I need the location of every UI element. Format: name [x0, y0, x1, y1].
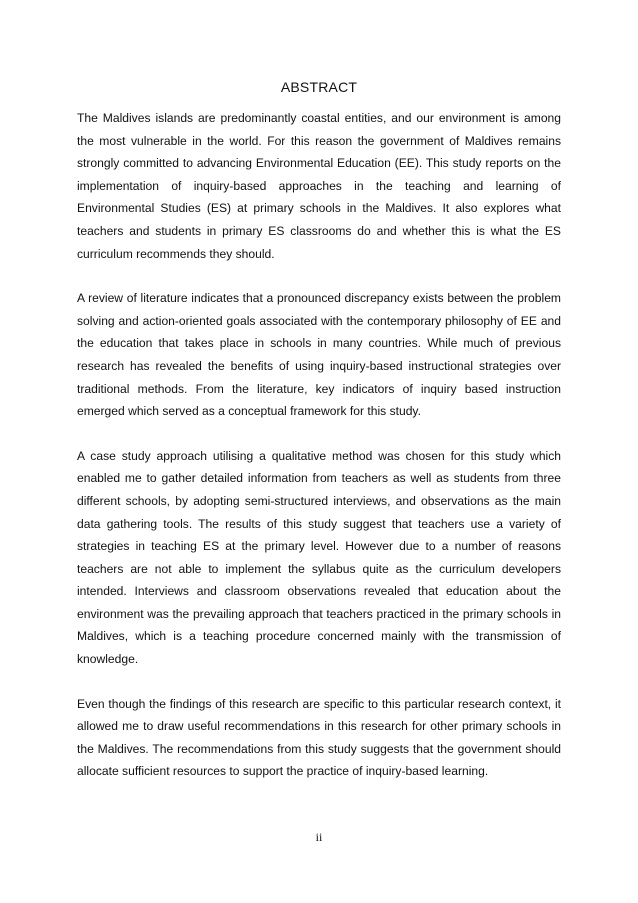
page-number: ii [315, 830, 323, 844]
paragraph-4: Even though the findings of this research are specific to this particular research context, it allowed me to draw useful recommendations in this research for other primary schools in the Maldives. The recommendations from this study suggests that the government should allocate sufficient resources to support the practice of inquiry-based learning. [77, 696, 561, 779]
page-title: ABSTRACT [280, 79, 358, 95]
paragraph-3: A case study approach utilising a qualitative method was chosen for this study which enabled me to gather detailed information from teachers as well as students from three different schools, by adopting semi-structured interviews, and observations as the main data gathering tools. The results of this study suggest that teachers use a variety of strategies in teaching ES at the primary level. However due to a number of reasons teachers are not able to implement the syllabus quite as the curriculum developers intended. Interviews and classroom observations revealed that education about the environment was the prevailing approach that teachers practiced in the primary schools in Maldives, which is a teaching procedure concerned mainly with the transmission of knowledge. [77, 448, 561, 667]
abstract-body [77, 107, 561, 805]
paragraph-2: A review of literature indicates that a pronounced discrepancy exists between the problem solving and action-oriented goals associated with the contemporary philosophy of EE and the education that takes place in schools in many countries. While much of previous research has revealed the benefits of using inquiry-based instructional strategies over traditional methods. From the literature, key indicators of inquiry based instruction emerged which served as a conceptual framework for this study. [77, 291, 561, 419]
paragraph-1: The Maldives islands are predominantly coastal entities, and our environment is among the most vulnerable in the world. For this reason the government of Maldives remains strongly committed to advancing Environmental Education (EE). This study reports on the implementation of inquiry-based approaches in the teaching and learning of Environmental Studies (ES) at primary schools in the Maldives. It also explores what teachers and students in primary ES classrooms do and whether this is what the ES curriculum recommends they should. [77, 111, 561, 261]
